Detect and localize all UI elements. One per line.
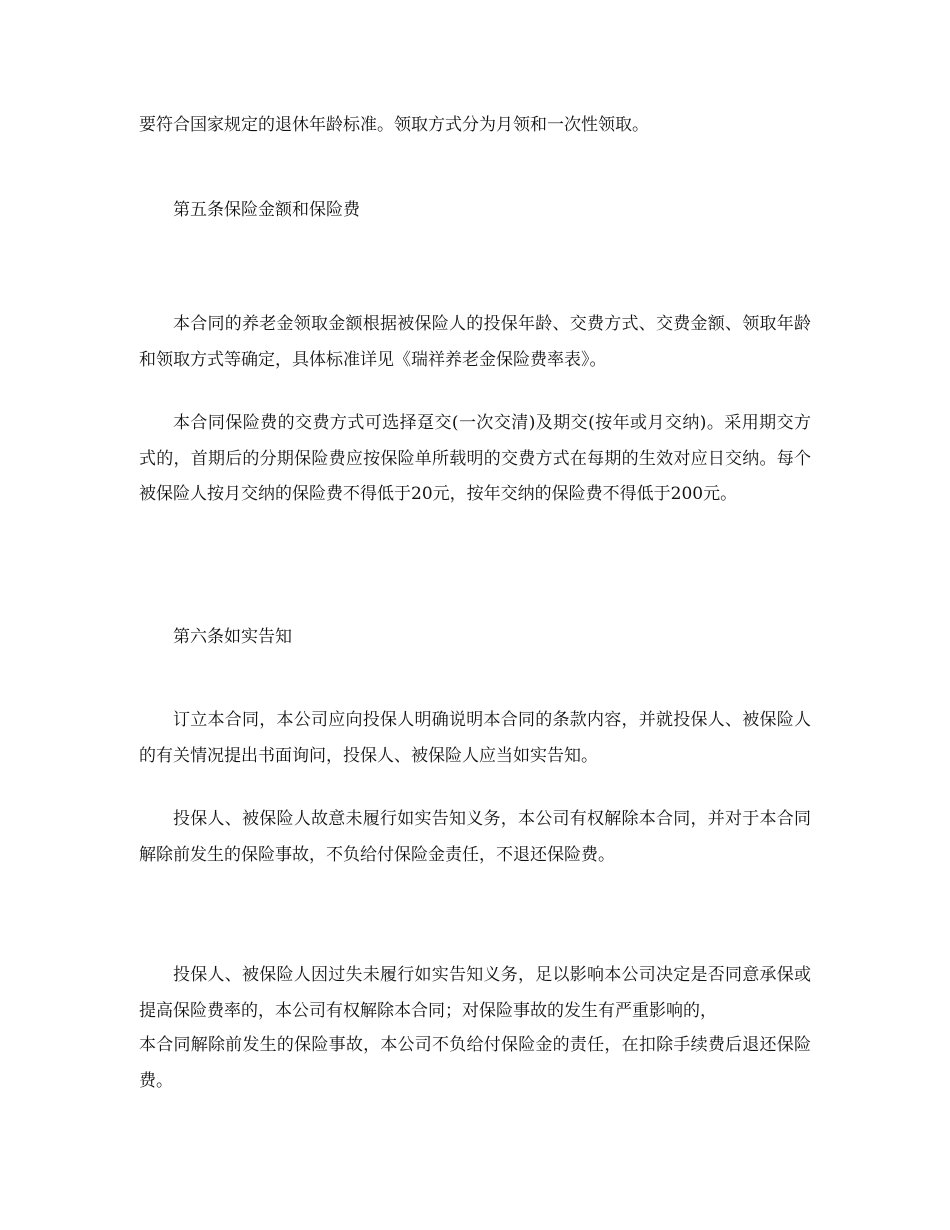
paragraph-negligent-nondisclosure-continued: 本合同解除前发生的保险事故，本公司不负给付保险金的责任，在扣除手续费后退还保险费。 (139, 1035, 811, 1091)
paragraph-pension-amount: 本合同的养老金领取金额根据被保险人的投保年龄、交费方式、交费金额、领取年龄和领取方式等确定，具体标准详见《瑞祥养老金保险费率表》。 (139, 314, 811, 370)
paragraph-premium-payment: 本合同保险费的交费方式可选择趸交(一次交清)及期交(按年或月交纳)。采用期交方式的，首期后的分期保险费应按保险单所载明的交费方式在每期的生效对应日交纳。每个被保险人按月交纳的保险费不得低于20元，按年交纳的保险费不得低于200元。 (139, 413, 811, 504)
section-heading-article-5: 第五条保险金额和保险费 (173, 200, 360, 220)
paragraph-intentional-nondisclosure: 投保人、被保险人故意未履行如实告知义务，本公司有权解除本合同，并对于本合同解除前发生的保险事故，不负给付保险金责任，不退还保险费。 (139, 809, 811, 865)
section-heading-article-6: 第六条如实告知 (173, 627, 292, 647)
paragraph-disclosure-duty: 订立本合同，本公司应向投保人明确说明本合同的条款内容，并就投保人、被保险人的有关情况提出书面询问，投保人、被保险人应当如实告知。 (139, 710, 811, 766)
paragraph-retirement-age: 要符合国家规定的退休年龄标准。领取方式分为月领和一次性领取。 (139, 115, 649, 135)
paragraph-negligent-nondisclosure: 投保人、被保险人因过失未履行如实告知义务，足以影响本公司决定是否同意承保或提高保险费率的，本公司有权解除本合同；对保险事故的发生有严重影响的， (139, 965, 811, 1021)
